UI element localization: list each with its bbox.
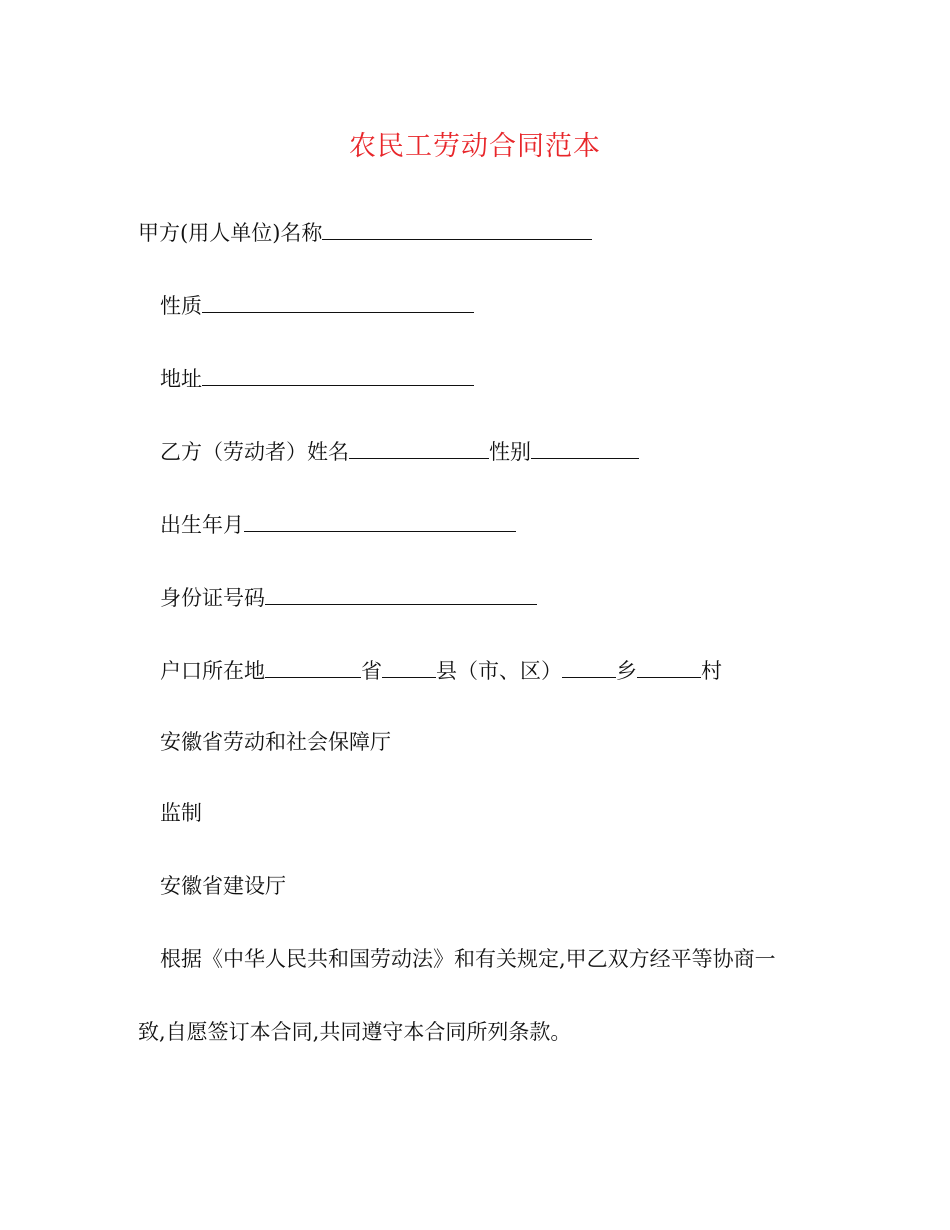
household-line bbox=[160, 655, 722, 686]
issuer-line-1: 安徽省劳动和社会保障厅 bbox=[160, 730, 391, 754]
gender-blank bbox=[531, 436, 639, 459]
party-a-name-label: 甲方(用人单位)名称 bbox=[138, 221, 323, 245]
province-blank bbox=[265, 655, 361, 678]
household-label: 户口所在地 bbox=[160, 659, 265, 683]
village-label: 村 bbox=[701, 659, 722, 683]
birth-blank bbox=[244, 509, 516, 532]
county-label: 县（市、区） bbox=[436, 659, 562, 683]
issuer-line-3: 安徽省建设厅 bbox=[160, 874, 286, 898]
nature-label: 性质 bbox=[160, 294, 202, 318]
body-paragraph-line-1: 根据《中华人民共和国劳动法》和有关规定,甲乙双方经平等协商一 bbox=[160, 947, 776, 971]
id-line bbox=[160, 582, 537, 613]
document-title: 农民工劳动合同范本 bbox=[349, 131, 601, 162]
address-line bbox=[160, 363, 474, 394]
province-label: 省 bbox=[361, 659, 382, 683]
id-blank bbox=[265, 582, 537, 605]
address-blank bbox=[202, 363, 474, 386]
id-label: 身份证号码 bbox=[160, 586, 265, 610]
party-b-name-label: 乙方（劳动者）姓名 bbox=[160, 440, 349, 464]
party-a-name-line bbox=[138, 217, 592, 248]
body-paragraph-line-2: 致,自愿签订本合同,共同遵守本合同所列条款。 bbox=[138, 1020, 572, 1044]
county-blank bbox=[382, 655, 436, 678]
birth-line bbox=[160, 509, 516, 540]
issuer-line-2: 监制 bbox=[160, 801, 202, 825]
address-label: 地址 bbox=[160, 367, 202, 391]
nature-blank bbox=[202, 290, 474, 313]
gender-label: 性别 bbox=[489, 440, 531, 464]
party-b-line bbox=[160, 436, 639, 467]
village-blank bbox=[637, 655, 701, 678]
birth-label: 出生年月 bbox=[160, 513, 244, 537]
party-b-name-blank bbox=[349, 436, 489, 459]
township-label: 乡 bbox=[616, 659, 637, 683]
party-a-name-blank bbox=[322, 217, 592, 240]
township-blank bbox=[562, 655, 616, 678]
nature-line bbox=[160, 290, 474, 321]
